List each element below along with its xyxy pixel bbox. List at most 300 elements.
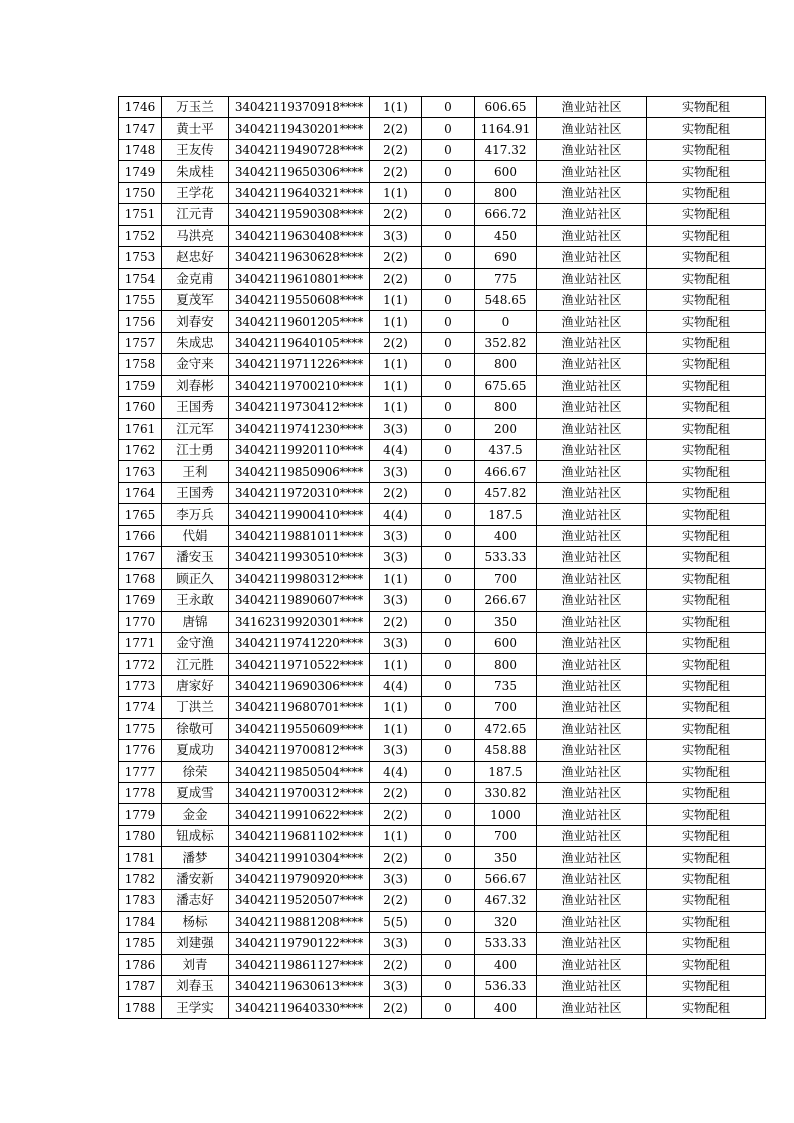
allocation-type-cell: 实物配租 bbox=[647, 482, 766, 503]
amount-cell: 606.65 bbox=[475, 97, 537, 118]
row-number-cell: 1778 bbox=[119, 783, 162, 804]
amount-cell: 700 bbox=[475, 697, 537, 718]
row-number-cell: 1754 bbox=[119, 268, 162, 289]
name-cell: 夏茂军 bbox=[162, 289, 229, 310]
household-size-cell: 3(3) bbox=[370, 418, 422, 439]
household-size-cell: 3(3) bbox=[370, 933, 422, 954]
allocation-type-cell: 实物配租 bbox=[647, 997, 766, 1018]
amount-cell: 350 bbox=[475, 611, 537, 632]
name-cell: 王国秀 bbox=[162, 397, 229, 418]
zero-value-cell: 0 bbox=[422, 289, 475, 310]
household-size-cell: 2(2) bbox=[370, 997, 422, 1018]
table-row bbox=[119, 890, 766, 911]
amount-cell: 690 bbox=[475, 247, 537, 268]
amount-cell: 266.67 bbox=[475, 590, 537, 611]
community-cell: 渔业站社区 bbox=[537, 547, 647, 568]
zero-value-cell: 0 bbox=[422, 868, 475, 889]
table-row bbox=[119, 289, 766, 310]
table-row bbox=[119, 933, 766, 954]
row-number-cell: 1747 bbox=[119, 118, 162, 139]
community-cell: 渔业站社区 bbox=[537, 354, 647, 375]
household-size-cell: 3(3) bbox=[370, 868, 422, 889]
id-number-cell: 34042119720310**** bbox=[229, 482, 370, 503]
name-cell: 黄士平 bbox=[162, 118, 229, 139]
table-row bbox=[119, 247, 766, 268]
row-number-cell: 1749 bbox=[119, 161, 162, 182]
zero-value-cell: 0 bbox=[422, 718, 475, 739]
row-number-cell: 1773 bbox=[119, 675, 162, 696]
zero-value-cell: 0 bbox=[422, 418, 475, 439]
table-row bbox=[119, 654, 766, 675]
allocation-type-cell: 实物配租 bbox=[647, 161, 766, 182]
id-number-cell: 34042119630408**** bbox=[229, 225, 370, 246]
name-cell: 钮成标 bbox=[162, 825, 229, 846]
zero-value-cell: 0 bbox=[422, 354, 475, 375]
zero-value-cell: 0 bbox=[422, 590, 475, 611]
community-cell: 渔业站社区 bbox=[537, 289, 647, 310]
allocation-type-cell: 实物配租 bbox=[647, 783, 766, 804]
zero-value-cell: 0 bbox=[422, 547, 475, 568]
allocation-type-cell: 实物配租 bbox=[647, 740, 766, 761]
zero-value-cell: 0 bbox=[422, 740, 475, 761]
table-row bbox=[119, 418, 766, 439]
table-row bbox=[119, 311, 766, 332]
zero-value-cell: 0 bbox=[422, 118, 475, 139]
id-number-cell: 34042119630628**** bbox=[229, 247, 370, 268]
row-number-cell: 1767 bbox=[119, 547, 162, 568]
table-row bbox=[119, 504, 766, 525]
community-cell: 渔业站社区 bbox=[537, 975, 647, 996]
table-row bbox=[119, 954, 766, 975]
table-row bbox=[119, 868, 766, 889]
name-cell: 刘春彬 bbox=[162, 375, 229, 396]
allocation-table bbox=[118, 96, 766, 1019]
row-number-cell: 1785 bbox=[119, 933, 162, 954]
community-cell: 渔业站社区 bbox=[537, 397, 647, 418]
id-number-cell: 34042119710522**** bbox=[229, 654, 370, 675]
table-row bbox=[119, 547, 766, 568]
zero-value-cell: 0 bbox=[422, 997, 475, 1018]
household-size-cell: 2(2) bbox=[370, 954, 422, 975]
allocation-type-cell: 实物配租 bbox=[647, 139, 766, 160]
amount-cell: 450 bbox=[475, 225, 537, 246]
zero-value-cell: 0 bbox=[422, 440, 475, 461]
community-cell: 渔业站社区 bbox=[537, 954, 647, 975]
table-row bbox=[119, 675, 766, 696]
amount-cell: 700 bbox=[475, 825, 537, 846]
household-size-cell: 1(1) bbox=[370, 354, 422, 375]
id-number-cell: 34042119680701**** bbox=[229, 697, 370, 718]
row-number-cell: 1751 bbox=[119, 204, 162, 225]
id-number-cell: 34042119640330**** bbox=[229, 997, 370, 1018]
household-size-cell: 1(1) bbox=[370, 311, 422, 332]
amount-cell: 666.72 bbox=[475, 204, 537, 225]
household-size-cell: 1(1) bbox=[370, 825, 422, 846]
allocation-type-cell: 实物配租 bbox=[647, 675, 766, 696]
household-size-cell: 4(4) bbox=[370, 675, 422, 696]
row-number-cell: 1781 bbox=[119, 847, 162, 868]
household-size-cell: 3(3) bbox=[370, 590, 422, 611]
table-row bbox=[119, 525, 766, 546]
row-number-cell: 1777 bbox=[119, 761, 162, 782]
table-row bbox=[119, 718, 766, 739]
name-cell: 金守来 bbox=[162, 354, 229, 375]
table-body bbox=[119, 97, 766, 1019]
row-number-cell: 1752 bbox=[119, 225, 162, 246]
zero-value-cell: 0 bbox=[422, 525, 475, 546]
zero-value-cell: 0 bbox=[422, 632, 475, 653]
zero-value-cell: 0 bbox=[422, 332, 475, 353]
allocation-type-cell: 实物配租 bbox=[647, 268, 766, 289]
table-row bbox=[119, 847, 766, 868]
name-cell: 王学花 bbox=[162, 182, 229, 203]
allocation-type-cell: 实物配租 bbox=[647, 311, 766, 332]
row-number-cell: 1770 bbox=[119, 611, 162, 632]
table-row bbox=[119, 825, 766, 846]
table-row bbox=[119, 461, 766, 482]
household-size-cell: 1(1) bbox=[370, 697, 422, 718]
name-cell: 王友传 bbox=[162, 139, 229, 160]
zero-value-cell: 0 bbox=[422, 804, 475, 825]
household-size-cell: 2(2) bbox=[370, 847, 422, 868]
name-cell: 唐家好 bbox=[162, 675, 229, 696]
community-cell: 渔业站社区 bbox=[537, 783, 647, 804]
allocation-type-cell: 实物配租 bbox=[647, 654, 766, 675]
id-number-cell: 34042119881011**** bbox=[229, 525, 370, 546]
id-number-cell: 34042119630613**** bbox=[229, 975, 370, 996]
table-row bbox=[119, 761, 766, 782]
id-number-cell: 34042119690306**** bbox=[229, 675, 370, 696]
table-row bbox=[119, 375, 766, 396]
allocation-type-cell: 实物配租 bbox=[647, 332, 766, 353]
allocation-type-cell: 实物配租 bbox=[647, 590, 766, 611]
amount-cell: 457.82 bbox=[475, 482, 537, 503]
zero-value-cell: 0 bbox=[422, 461, 475, 482]
allocation-type-cell: 实物配租 bbox=[647, 697, 766, 718]
household-size-cell: 3(3) bbox=[370, 547, 422, 568]
id-number-cell: 34042119430201**** bbox=[229, 118, 370, 139]
household-size-cell: 4(4) bbox=[370, 504, 422, 525]
table-row bbox=[119, 97, 766, 118]
amount-cell: 566.67 bbox=[475, 868, 537, 889]
row-number-cell: 1771 bbox=[119, 632, 162, 653]
row-number-cell: 1756 bbox=[119, 311, 162, 332]
name-cell: 马洪亮 bbox=[162, 225, 229, 246]
row-number-cell: 1772 bbox=[119, 654, 162, 675]
id-number-cell: 34042119550608**** bbox=[229, 289, 370, 310]
zero-value-cell: 0 bbox=[422, 204, 475, 225]
name-cell: 徐敬可 bbox=[162, 718, 229, 739]
amount-cell: 1000 bbox=[475, 804, 537, 825]
community-cell: 渔业站社区 bbox=[537, 718, 647, 739]
household-size-cell: 3(3) bbox=[370, 975, 422, 996]
community-cell: 渔业站社区 bbox=[537, 225, 647, 246]
household-size-cell: 4(4) bbox=[370, 761, 422, 782]
id-number-cell: 34042119930510**** bbox=[229, 547, 370, 568]
table-row bbox=[119, 225, 766, 246]
id-number-cell: 34042119700812**** bbox=[229, 740, 370, 761]
amount-cell: 400 bbox=[475, 525, 537, 546]
id-number-cell: 34042119681102**** bbox=[229, 825, 370, 846]
amount-cell: 548.65 bbox=[475, 289, 537, 310]
id-number-cell: 34042119741230**** bbox=[229, 418, 370, 439]
table-row bbox=[119, 997, 766, 1018]
allocation-type-cell: 实物配租 bbox=[647, 890, 766, 911]
community-cell: 渔业站社区 bbox=[537, 611, 647, 632]
table-row bbox=[119, 440, 766, 461]
zero-value-cell: 0 bbox=[422, 890, 475, 911]
allocation-type-cell: 实物配租 bbox=[647, 375, 766, 396]
amount-cell: 350 bbox=[475, 847, 537, 868]
zero-value-cell: 0 bbox=[422, 697, 475, 718]
id-number-cell: 34042119490728**** bbox=[229, 139, 370, 160]
id-number-cell: 34042119850504**** bbox=[229, 761, 370, 782]
amount-cell: 400 bbox=[475, 954, 537, 975]
allocation-type-cell: 实物配租 bbox=[647, 954, 766, 975]
name-cell: 万玉兰 bbox=[162, 97, 229, 118]
zero-value-cell: 0 bbox=[422, 268, 475, 289]
row-number-cell: 1786 bbox=[119, 954, 162, 975]
table-row bbox=[119, 482, 766, 503]
amount-cell: 458.88 bbox=[475, 740, 537, 761]
name-cell: 金守渔 bbox=[162, 632, 229, 653]
household-size-cell: 3(3) bbox=[370, 461, 422, 482]
zero-value-cell: 0 bbox=[422, 504, 475, 525]
table-row bbox=[119, 161, 766, 182]
table-row bbox=[119, 397, 766, 418]
community-cell: 渔业站社区 bbox=[537, 847, 647, 868]
name-cell: 朱成忠 bbox=[162, 332, 229, 353]
table-row bbox=[119, 590, 766, 611]
name-cell: 朱成桂 bbox=[162, 161, 229, 182]
table-row bbox=[119, 118, 766, 139]
row-number-cell: 1787 bbox=[119, 975, 162, 996]
allocation-type-cell: 实物配租 bbox=[647, 611, 766, 632]
id-number-cell: 34042119601205**** bbox=[229, 311, 370, 332]
household-size-cell: 2(2) bbox=[370, 161, 422, 182]
community-cell: 渔业站社区 bbox=[537, 740, 647, 761]
id-number-cell: 34042119980312**** bbox=[229, 568, 370, 589]
row-number-cell: 1750 bbox=[119, 182, 162, 203]
allocation-type-cell: 实物配租 bbox=[647, 118, 766, 139]
table-row bbox=[119, 611, 766, 632]
table-row bbox=[119, 354, 766, 375]
household-size-cell: 3(3) bbox=[370, 225, 422, 246]
zero-value-cell: 0 bbox=[422, 911, 475, 932]
id-number-cell: 34042119790920**** bbox=[229, 868, 370, 889]
amount-cell: 187.5 bbox=[475, 761, 537, 782]
row-number-cell: 1762 bbox=[119, 440, 162, 461]
name-cell: 夏成功 bbox=[162, 740, 229, 761]
row-number-cell: 1766 bbox=[119, 525, 162, 546]
allocation-type-cell: 实物配租 bbox=[647, 825, 766, 846]
allocation-type-cell: 实物配租 bbox=[647, 547, 766, 568]
amount-cell: 400 bbox=[475, 997, 537, 1018]
zero-value-cell: 0 bbox=[422, 568, 475, 589]
row-number-cell: 1779 bbox=[119, 804, 162, 825]
amount-cell: 0 bbox=[475, 311, 537, 332]
community-cell: 渔业站社区 bbox=[537, 139, 647, 160]
allocation-type-cell: 实物配租 bbox=[647, 354, 766, 375]
id-number-cell: 34042119920110**** bbox=[229, 440, 370, 461]
table-row bbox=[119, 139, 766, 160]
household-size-cell: 3(3) bbox=[370, 740, 422, 761]
community-cell: 渔业站社区 bbox=[537, 440, 647, 461]
community-cell: 渔业站社区 bbox=[537, 161, 647, 182]
id-number-cell: 34042119890607**** bbox=[229, 590, 370, 611]
name-cell: 金克甫 bbox=[162, 268, 229, 289]
zero-value-cell: 0 bbox=[422, 161, 475, 182]
community-cell: 渔业站社区 bbox=[537, 332, 647, 353]
allocation-type-cell: 实物配租 bbox=[647, 440, 766, 461]
household-size-cell: 1(1) bbox=[370, 289, 422, 310]
allocation-type-cell: 实物配租 bbox=[647, 97, 766, 118]
id-number-cell: 34042119640321**** bbox=[229, 182, 370, 203]
amount-cell: 800 bbox=[475, 182, 537, 203]
household-size-cell: 2(2) bbox=[370, 611, 422, 632]
id-number-cell: 34042119700210**** bbox=[229, 375, 370, 396]
household-size-cell: 1(1) bbox=[370, 568, 422, 589]
allocation-type-cell: 实物配租 bbox=[647, 182, 766, 203]
row-number-cell: 1763 bbox=[119, 461, 162, 482]
amount-cell: 536.33 bbox=[475, 975, 537, 996]
community-cell: 渔业站社区 bbox=[537, 868, 647, 889]
row-number-cell: 1765 bbox=[119, 504, 162, 525]
row-number-cell: 1758 bbox=[119, 354, 162, 375]
id-number-cell: 34042119910622**** bbox=[229, 804, 370, 825]
row-number-cell: 1769 bbox=[119, 590, 162, 611]
table-row bbox=[119, 204, 766, 225]
name-cell: 赵忠好 bbox=[162, 247, 229, 268]
row-number-cell: 1788 bbox=[119, 997, 162, 1018]
name-cell: 刘春安 bbox=[162, 311, 229, 332]
name-cell: 李万兵 bbox=[162, 504, 229, 525]
household-size-cell: 2(2) bbox=[370, 139, 422, 160]
community-cell: 渔业站社区 bbox=[537, 804, 647, 825]
household-size-cell: 5(5) bbox=[370, 911, 422, 932]
household-size-cell: 4(4) bbox=[370, 440, 422, 461]
allocation-type-cell: 实物配租 bbox=[647, 933, 766, 954]
household-size-cell: 2(2) bbox=[370, 268, 422, 289]
name-cell: 潘志好 bbox=[162, 890, 229, 911]
row-number-cell: 1774 bbox=[119, 697, 162, 718]
name-cell: 江元胜 bbox=[162, 654, 229, 675]
allocation-type-cell: 实物配租 bbox=[647, 632, 766, 653]
household-size-cell: 2(2) bbox=[370, 890, 422, 911]
community-cell: 渔业站社区 bbox=[537, 204, 647, 225]
allocation-type-cell: 实物配租 bbox=[647, 225, 766, 246]
table-row bbox=[119, 332, 766, 353]
amount-cell: 466.67 bbox=[475, 461, 537, 482]
row-number-cell: 1783 bbox=[119, 890, 162, 911]
household-size-cell: 1(1) bbox=[370, 97, 422, 118]
name-cell: 刘建强 bbox=[162, 933, 229, 954]
row-number-cell: 1775 bbox=[119, 718, 162, 739]
amount-cell: 675.65 bbox=[475, 375, 537, 396]
zero-value-cell: 0 bbox=[422, 654, 475, 675]
row-number-cell: 1780 bbox=[119, 825, 162, 846]
id-number-cell: 34042119910304**** bbox=[229, 847, 370, 868]
zero-value-cell: 0 bbox=[422, 847, 475, 868]
community-cell: 渔业站社区 bbox=[537, 182, 647, 203]
zero-value-cell: 0 bbox=[422, 225, 475, 246]
id-number-cell: 34042119370918**** bbox=[229, 97, 370, 118]
id-number-cell: 34042119790122**** bbox=[229, 933, 370, 954]
id-number-cell: 34042119861127**** bbox=[229, 954, 370, 975]
zero-value-cell: 0 bbox=[422, 182, 475, 203]
zero-value-cell: 0 bbox=[422, 675, 475, 696]
name-cell: 徐荣 bbox=[162, 761, 229, 782]
community-cell: 渔业站社区 bbox=[537, 590, 647, 611]
community-cell: 渔业站社区 bbox=[537, 761, 647, 782]
amount-cell: 600 bbox=[475, 161, 537, 182]
id-number-cell: 34042119590308**** bbox=[229, 204, 370, 225]
household-size-cell: 1(1) bbox=[370, 654, 422, 675]
name-cell: 江士勇 bbox=[162, 440, 229, 461]
zero-value-cell: 0 bbox=[422, 825, 475, 846]
name-cell: 王国秀 bbox=[162, 482, 229, 503]
id-number-cell: 34042119850906**** bbox=[229, 461, 370, 482]
amount-cell: 775 bbox=[475, 268, 537, 289]
id-number-cell: 34042119520507**** bbox=[229, 890, 370, 911]
zero-value-cell: 0 bbox=[422, 247, 475, 268]
community-cell: 渔业站社区 bbox=[537, 268, 647, 289]
table-row bbox=[119, 697, 766, 718]
table-row bbox=[119, 911, 766, 932]
table-row bbox=[119, 975, 766, 996]
allocation-type-cell: 实物配租 bbox=[647, 868, 766, 889]
allocation-type-cell: 实物配租 bbox=[647, 975, 766, 996]
community-cell: 渔业站社区 bbox=[537, 118, 647, 139]
id-number-cell: 34162319920301**** bbox=[229, 611, 370, 632]
household-size-cell: 2(2) bbox=[370, 247, 422, 268]
amount-cell: 467.32 bbox=[475, 890, 537, 911]
row-number-cell: 1759 bbox=[119, 375, 162, 396]
amount-cell: 1164.91 bbox=[475, 118, 537, 139]
row-number-cell: 1784 bbox=[119, 911, 162, 932]
zero-value-cell: 0 bbox=[422, 933, 475, 954]
allocation-type-cell: 实物配租 bbox=[647, 761, 766, 782]
name-cell: 王永敢 bbox=[162, 590, 229, 611]
name-cell: 王学实 bbox=[162, 997, 229, 1018]
zero-value-cell: 0 bbox=[422, 375, 475, 396]
name-cell: 夏成雪 bbox=[162, 783, 229, 804]
amount-cell: 437.5 bbox=[475, 440, 537, 461]
row-number-cell: 1755 bbox=[119, 289, 162, 310]
amount-cell: 735 bbox=[475, 675, 537, 696]
amount-cell: 417.32 bbox=[475, 139, 537, 160]
id-number-cell: 34042119900410**** bbox=[229, 504, 370, 525]
household-size-cell: 2(2) bbox=[370, 332, 422, 353]
id-number-cell: 34042119730412**** bbox=[229, 397, 370, 418]
row-number-cell: 1753 bbox=[119, 247, 162, 268]
household-size-cell: 1(1) bbox=[370, 182, 422, 203]
community-cell: 渔业站社区 bbox=[537, 697, 647, 718]
zero-value-cell: 0 bbox=[422, 482, 475, 503]
table-row bbox=[119, 804, 766, 825]
amount-cell: 320 bbox=[475, 911, 537, 932]
row-number-cell: 1748 bbox=[119, 139, 162, 160]
zero-value-cell: 0 bbox=[422, 954, 475, 975]
community-cell: 渔业站社区 bbox=[537, 933, 647, 954]
household-size-cell: 2(2) bbox=[370, 118, 422, 139]
household-size-cell: 2(2) bbox=[370, 204, 422, 225]
name-cell: 唐锦 bbox=[162, 611, 229, 632]
id-number-cell: 34042119881208**** bbox=[229, 911, 370, 932]
row-number-cell: 1760 bbox=[119, 397, 162, 418]
amount-cell: 533.33 bbox=[475, 933, 537, 954]
community-cell: 渔业站社区 bbox=[537, 247, 647, 268]
